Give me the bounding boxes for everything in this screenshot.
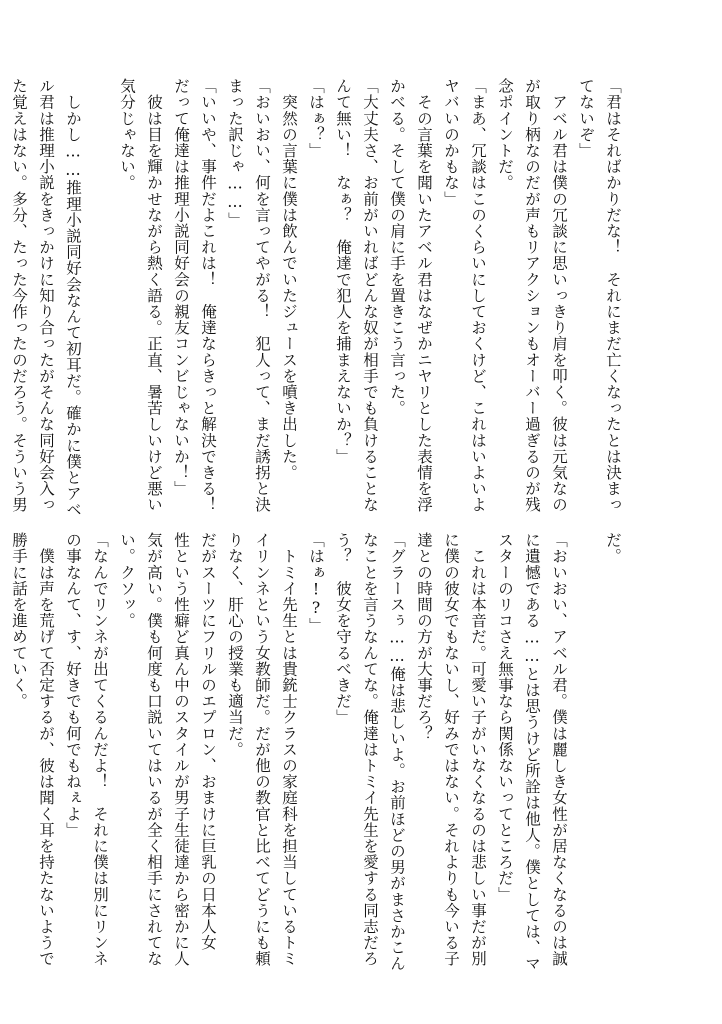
text-line: かべる。そして僕の肩に手を置きこう言った。: [388, 78, 406, 417]
text-line: 「はぁ？」: [307, 78, 325, 159]
text-line: なことを言うなんてな。俺達はトミイ先生を愛する同志だろ: [361, 532, 379, 967]
text-line: 「なんでリンネが出てくるんだよ！ それに僕は別にリンネ: [91, 532, 109, 967]
text-line: 気が高い。僕も何度も口説いてはいるが全く相手にされてな: [145, 532, 163, 967]
text-line: が取り柄なのだが声もリアクションもオーバー過ぎるのが残: [523, 78, 541, 513]
text-line: 彼は目を輝かせながら熱く語る。正直、暑苦しいけど悪い: [145, 78, 163, 513]
text-line: 「大丈夫さ、お前がいればどんな奴が相手でも負けることな: [361, 78, 379, 513]
text-line: だ。: [604, 532, 622, 565]
text-line: だって俺達は推理小説同好会の親友コンビじゃないか！」: [172, 78, 190, 497]
text-line: まった訳じゃ……」: [226, 78, 244, 228]
text-line: に遺憾である……とは思うけど所詮は他人。僕としては、マ: [523, 532, 541, 972]
text-line: 僕は声を荒げて否定するが、彼は聞く耳を持たないようで: [37, 532, 55, 967]
text-line: これは本音だ。可愛い子がいなくなるのは悲しい事だが別: [469, 532, 487, 967]
text-line: 突然の言葉に僕は飲んでいたジュースを噴き出した。: [280, 78, 298, 481]
upper-text-block: [10, 78, 626, 518]
blank-line: [86, 78, 113, 518]
lower-text-block: [10, 532, 626, 972]
text-line: 念ポイントだ。: [496, 78, 514, 191]
text-line: 勝手に話を進めていく。: [10, 532, 28, 710]
text-line: アベル君は僕の冗談に思いっきり肩を叩く。彼は元気なの: [550, 78, 568, 513]
text-line: 気分じゃない。: [118, 78, 136, 191]
text-line: てないぞ」: [577, 78, 595, 159]
text-line: 「はぁ!?」: [307, 532, 325, 634]
text-line: トミイ先生とは貴銃士クラスの家庭科を担当しているトミ: [280, 532, 298, 967]
text-line: んて無い！ なぁ？ 俺達で犯人を捕まえないか？」: [334, 78, 352, 465]
text-line: 達との時間の方が大事だろ？: [415, 532, 433, 742]
text-line: 「おいおい、何を言ってやがる！ 犯人って、まだ誘拐と決: [253, 78, 271, 513]
text-line: 性という性癖ど真ん中のスタイルが男子生徒達から密かに人: [172, 532, 190, 967]
text-line: だがスーツにフリルのエプロン、おまけに巨乳の日本人女: [199, 532, 217, 951]
blank-line: [572, 532, 599, 972]
text-line: 「いいや、事件だよこれは！ 俺達ならきっと解決できる！: [199, 78, 217, 513]
text-line: 「グラースぅ……俺は悲しいよ。お前ほどの男がまさかこん: [388, 532, 406, 972]
text-line: ヤバいのかもな」: [442, 78, 460, 207]
text-line: りなく、肝心の授業も適当だ。: [226, 532, 244, 758]
text-line: い。クソッ。: [118, 532, 136, 629]
text-line: 「君はそればかりだな！ それにまだ亡くなったとは決まっ: [604, 78, 622, 513]
text-line: 「おいおい、アベル君。僕は麗しき女性が居なくなるのは誠: [550, 532, 568, 967]
text-line: その言葉を聞いたアベル君はなぜかニヤリとした表情を浮: [415, 78, 433, 513]
text-line: イリンネという女教師だ。だが他の教官と比べてどうにも頼: [253, 532, 271, 967]
text-line: に僕の彼女でもないし、好みではない。それよりも今いる子: [442, 532, 460, 967]
text-line: ル君は推理小説をきっかけに知り合ったがそんな同好会入っ: [37, 78, 55, 513]
text-line: スターのリコさえ無事なら関係ないってところだ」: [496, 532, 514, 903]
text-line: しかし……推理小説同好会なんて初耳だ。確かに僕とアベ: [64, 78, 82, 518]
text-line: 「まあ、冗談はこのくらいにしておくけど、これはいよいよ: [469, 78, 487, 513]
text-line: う？ 彼女を守るべきだ」: [334, 532, 352, 726]
text-line: た覚えはない。多分、たった今作ったのだろう。そういう男: [10, 78, 28, 513]
text-line: の事なんて、す、好きでも何でもねぇよ」: [64, 532, 82, 838]
